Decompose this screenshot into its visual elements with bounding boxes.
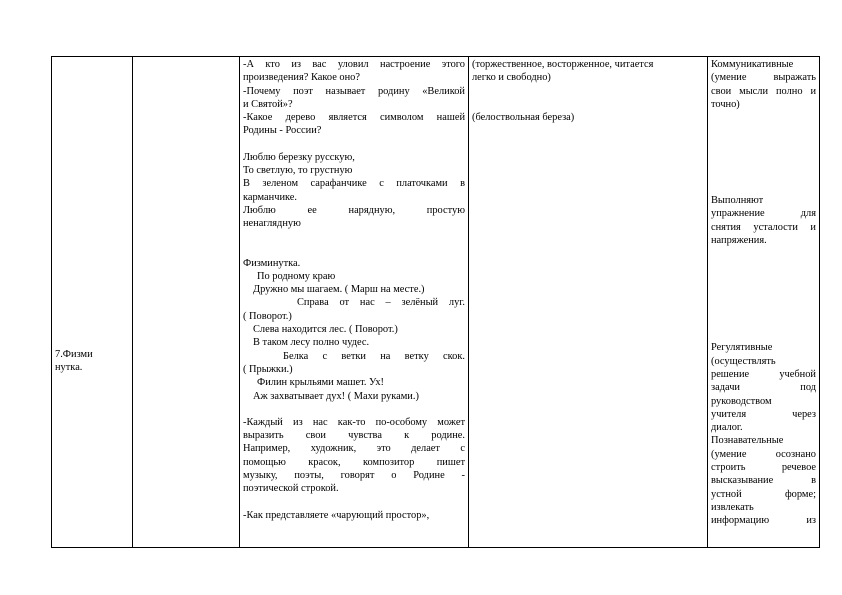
paragraph-line: помощью красок, композитор пишет [243,456,465,468]
teacher-activity-cell [240,57,469,548]
paragraph-line: -Как представляете «чарующий простор», [243,509,430,521]
fizminutka-line: Филин крыльями машет. Ух! [257,377,384,389]
uud-line: (умение осознано [711,448,816,460]
uud-line: строить речевое [711,462,816,474]
question-line: -А кто из вас уловил настроение этого [243,59,465,70]
uud-line: информацию из [711,515,816,527]
uud-line: напряжения. [711,235,767,247]
uud-line: учителя через [711,408,816,420]
question-line: -Почему поэт называет родину «Великой [243,85,465,97]
stage-name: 7.Физми нутка. [55,349,93,374]
uud-cell [708,57,820,548]
fizminutka-line: Справа от нас – зелёный луг. [297,297,465,309]
question-line: Родины - России? [243,125,322,137]
fizminutka-line: Слева находится лес. ( Поворот.) [253,324,398,336]
poem-line: ненаглядную [243,218,301,230]
poem-line: В зеленом сарафанчике с платочками в [243,178,465,190]
fizminutka-line: ( Поворот.) [243,310,292,322]
question-line: -Какое дерево является символом нашей [243,112,465,124]
lesson-table [51,56,820,548]
paragraph-line: выразить свои чувства к родине. [243,430,465,442]
uud-line: высказывание в [711,475,816,487]
uud-line: Познавательные [711,435,784,447]
uud-line: извлекать [711,501,754,513]
paragraph-line: музыку, поэты, говорят о Родине - [243,470,465,482]
fizminutka-line: Дружно мы шагаем. ( Марш на месте.) [253,284,425,296]
poem-line: Люблю березку русскую, [243,151,355,163]
uud-line: диалог. [711,422,743,434]
student-activity-cell [469,57,708,548]
uud-line: устной форме; [711,488,816,500]
fizminutka-line: ( Прыжки.) [243,363,293,375]
uud-line: Коммуникативные [711,59,794,70]
uud-line: Регулятивные [711,342,773,354]
empty-cell [133,57,240,548]
fizminutka-line: В таком лесу полно чудес. [253,337,370,349]
paragraph-line: Например, художник, это делает с [243,443,465,455]
uud-line: снятия усталости и [711,221,816,233]
fizminutka-line: Аж захватывает дух! ( Махи руками.) [253,390,419,402]
paragraph-line: поэтической строкой. [243,483,339,495]
paragraph-line: -Каждый из нас как-то по-особому может [243,416,465,428]
fizminutka-line: По родному краю [257,270,336,282]
uud-line: свои мысли полно и [711,85,816,97]
answer-line: (торжественное, восторженное, читается [472,59,654,70]
poem-line: То светлую, то грустную [243,165,353,177]
uud-line: (умение выражать [711,72,816,84]
uud-line: упражнение для [711,208,816,220]
table-row [52,57,820,548]
uud-line: точно) [711,98,740,110]
poem-line: карманчике. [243,191,298,203]
stage-cell [52,57,133,548]
answer-line: (белоствольная береза) [472,111,575,123]
answer-line: легко и свободно) [472,72,551,84]
fizminutka-title: Физминутка. [243,257,301,269]
uud-line: Выполняют [711,195,764,207]
question-line: и Святой»? [243,98,293,110]
uud-line: задачи под [711,382,816,394]
uud-line: решение учебной [711,368,816,380]
uud-line: (осуществлять [711,355,776,367]
uud-line: руководством [711,395,772,407]
poem-line: Люблю ее нарядную, простую [243,204,465,216]
question-line: произведения? Какое оно? [243,72,360,84]
fizminutka-line: Белка с ветки на ветку скок. [283,350,465,362]
